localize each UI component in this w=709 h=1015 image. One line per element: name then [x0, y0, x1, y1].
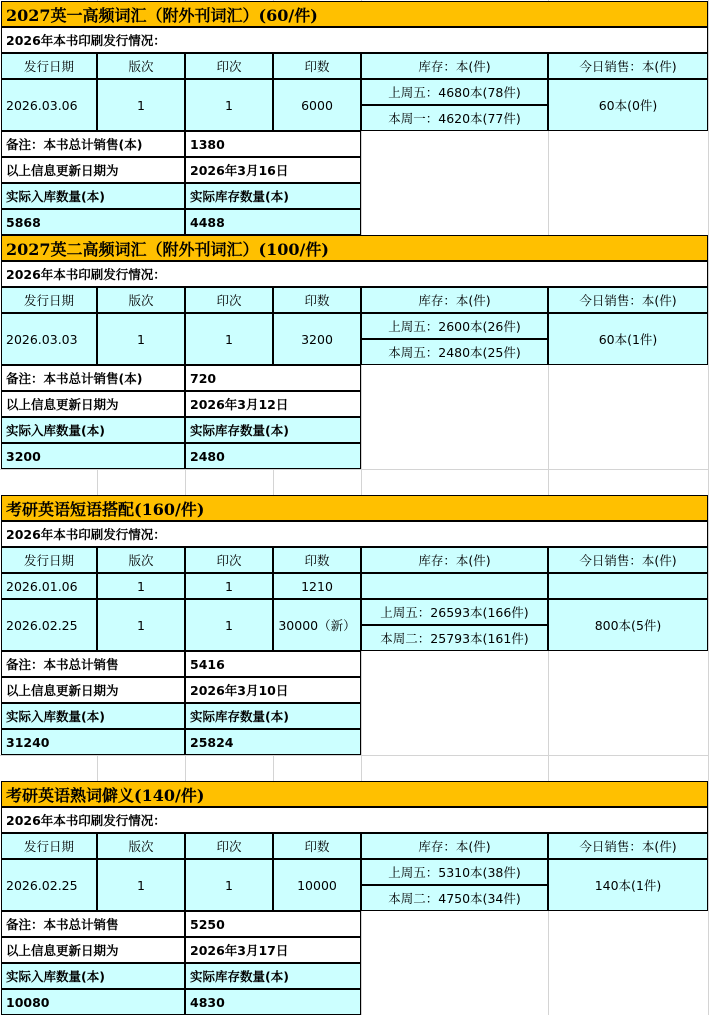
- section-title: 考研英语熟词僻义(140/件): [1, 781, 708, 807]
- column-header: 印数: [273, 833, 361, 859]
- cell-edition: 1: [97, 859, 185, 911]
- column-header: 版次: [97, 53, 185, 79]
- cell-sales: 800本(5件): [548, 599, 708, 651]
- cell-stock-last: 上周五：26593本(166件): [361, 599, 548, 625]
- update-date-label: 以上信息更新日期为: [1, 677, 185, 703]
- update-date-label: 以上信息更新日期为: [1, 157, 185, 183]
- cell-printing: 1: [185, 313, 273, 365]
- cell-stock-current: 本周二：4750本(34件): [361, 885, 548, 911]
- cell-date: 2026.03.06: [1, 79, 97, 131]
- actual-stock-value: 4830: [185, 989, 361, 1015]
- actual-stock-value: 25824: [185, 729, 361, 755]
- section-subtitle: 2026年本书印刷发行情况：: [1, 27, 708, 53]
- section-subtitle: 2026年本书印刷发行情况：: [1, 521, 708, 547]
- total-sales-label: 备注：本书总计销售(本): [1, 365, 185, 391]
- update-date-value: 2026年3月12日: [185, 391, 361, 417]
- cell-printing: 1: [185, 599, 273, 651]
- cell-edition: 1: [97, 573, 185, 599]
- inbound-quantity-label: 实际入库数量(本): [1, 417, 185, 443]
- total-sales-value: 720: [185, 365, 361, 391]
- cell-sales: 60本(1件): [548, 313, 708, 365]
- inbound-quantity-value: 31240: [1, 729, 185, 755]
- actual-stock-value: 2480: [185, 443, 361, 469]
- inbound-quantity-value: 3200: [1, 443, 185, 469]
- cell-edition: 1: [97, 79, 185, 131]
- actual-stock-label: 实际库存数量(本): [185, 963, 361, 989]
- section-title: 2027英二高频词汇（附外刊词汇）(100/件): [1, 235, 708, 261]
- inbound-quantity-value: 10080: [1, 989, 185, 1015]
- cell-quantity: 10000: [273, 859, 361, 911]
- cell-quantity: 6000: [273, 79, 361, 131]
- inbound-quantity-label: 实际入库数量(本): [1, 183, 185, 209]
- column-header: 库存：本(件): [361, 53, 548, 79]
- column-header: 发行日期: [1, 833, 97, 859]
- gridline: [0, 469, 709, 470]
- gridline: [0, 755, 709, 756]
- cell-sales: 60本(0件): [548, 79, 708, 131]
- cell-sales: 140本(1件): [548, 859, 708, 911]
- cell-printing: 1: [185, 859, 273, 911]
- cell-printing: 1: [185, 79, 273, 131]
- column-header: 今日销售：本(件): [548, 547, 708, 573]
- actual-stock-value: 4488: [185, 209, 361, 235]
- update-date-value: 2026年3月16日: [185, 157, 361, 183]
- cell-printing: 1: [185, 573, 273, 599]
- inbound-quantity-label: 实际入库数量(本): [1, 963, 185, 989]
- cell-stock-last: 上周五：5310本(38件): [361, 859, 548, 885]
- update-date-label: 以上信息更新日期为: [1, 391, 185, 417]
- cell-date: 2026.03.03: [1, 313, 97, 365]
- cell-date: 2026.02.25: [1, 859, 97, 911]
- total-sales-label: 备注：本书总计销售: [1, 911, 185, 937]
- cell-edition: 1: [97, 313, 185, 365]
- column-header: 发行日期: [1, 53, 97, 79]
- update-date-value: 2026年3月17日: [185, 937, 361, 963]
- cell-stock-current: 本周二：25793本(161件): [361, 625, 548, 651]
- column-header: 发行日期: [1, 287, 97, 313]
- column-header: 印次: [185, 833, 273, 859]
- cell-stock-last: 上周五：4680本(78件): [361, 79, 548, 105]
- cell-stock: [361, 573, 548, 599]
- cell-date: 2026.01.06: [1, 573, 97, 599]
- cell-sales: [548, 573, 708, 599]
- update-date-value: 2026年3月10日: [185, 677, 361, 703]
- total-sales-value: 5416: [185, 651, 361, 677]
- actual-stock-label: 实际库存数量(本): [185, 183, 361, 209]
- update-date-label: 以上信息更新日期为: [1, 937, 185, 963]
- cell-quantity: 3200: [273, 313, 361, 365]
- actual-stock-label: 实际库存数量(本): [185, 417, 361, 443]
- column-header: 今日销售：本(件): [548, 287, 708, 313]
- total-sales-value: 1380: [185, 131, 361, 157]
- column-header: 发行日期: [1, 547, 97, 573]
- column-header: 库存：本(件): [361, 547, 548, 573]
- column-header: 印数: [273, 547, 361, 573]
- column-header: 版次: [97, 833, 185, 859]
- cell-edition: 1: [97, 599, 185, 651]
- section-title: 2027英一高频词汇（附外刊词汇）(60/件): [1, 1, 708, 27]
- column-header: 今日销售：本(件): [548, 53, 708, 79]
- total-sales-label: 备注：本书总计销售: [1, 651, 185, 677]
- section-title: 考研英语短语搭配(160/件): [1, 495, 708, 521]
- cell-quantity: 30000（新）: [273, 599, 361, 651]
- cell-date: 2026.02.25: [1, 599, 97, 651]
- total-sales-label: 备注：本书总计销售(本): [1, 131, 185, 157]
- cell-stock-last: 上周五：2600本(26件): [361, 313, 548, 339]
- section-subtitle: 2026年本书印刷发行情况：: [1, 261, 708, 287]
- actual-stock-label: 实际库存数量(本): [185, 703, 361, 729]
- column-header: 印数: [273, 53, 361, 79]
- total-sales-value: 5250: [185, 911, 361, 937]
- column-header: 印次: [185, 547, 273, 573]
- column-header: 印数: [273, 287, 361, 313]
- cell-quantity: 1210: [273, 573, 361, 599]
- column-header: 印次: [185, 53, 273, 79]
- column-header: 今日销售：本(件): [548, 833, 708, 859]
- column-header: 库存：本(件): [361, 833, 548, 859]
- inbound-quantity-label: 实际入库数量(本): [1, 703, 185, 729]
- column-header: 印次: [185, 287, 273, 313]
- cell-stock-current: 本周一：4620本(77件): [361, 105, 548, 131]
- column-header: 库存：本(件): [361, 287, 548, 313]
- inbound-quantity-value: 5868: [1, 209, 185, 235]
- column-header: 版次: [97, 287, 185, 313]
- cell-stock-current: 本周五：2480本(25件): [361, 339, 548, 365]
- section-subtitle: 2026年本书印刷发行情况：: [1, 807, 708, 833]
- column-header: 版次: [97, 547, 185, 573]
